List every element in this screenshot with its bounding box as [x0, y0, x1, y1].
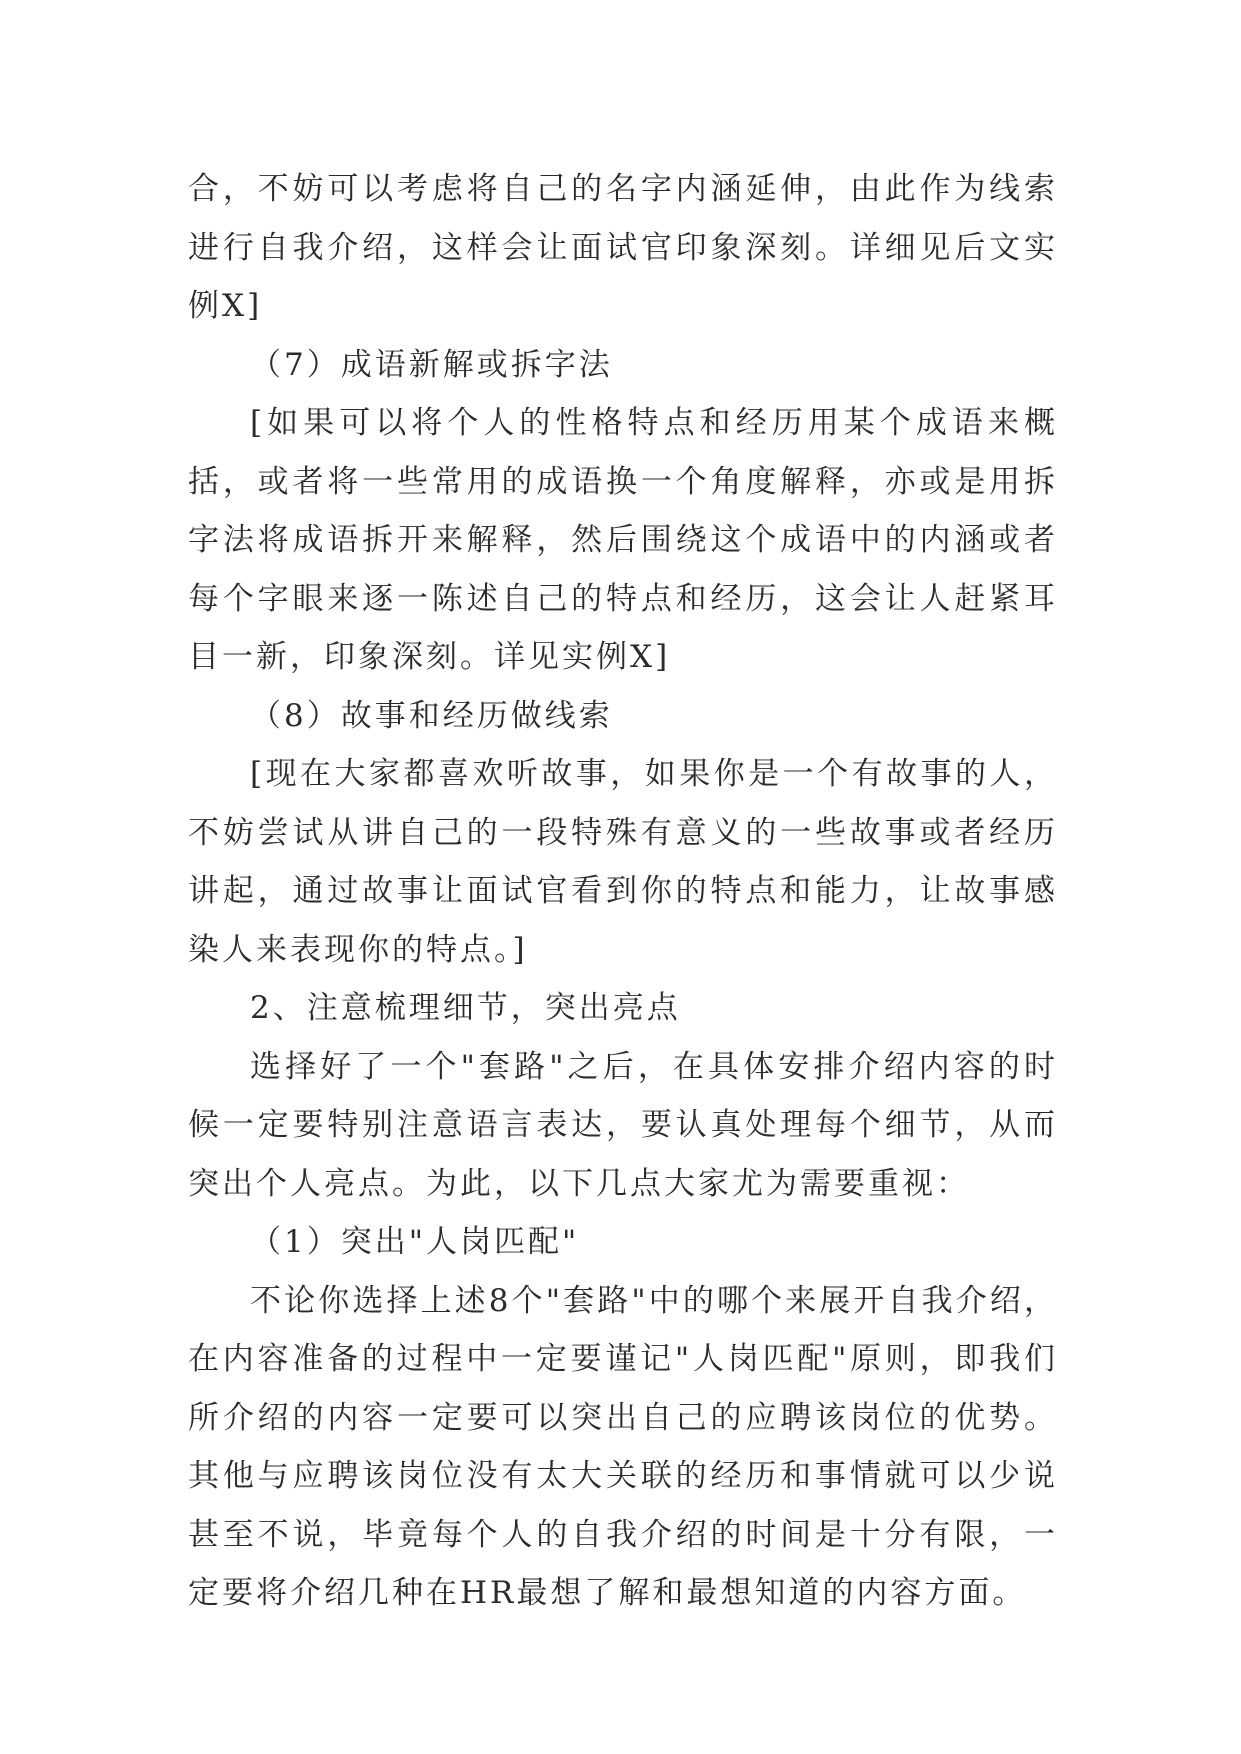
paragraph-job-match: 不论你选择上述8个"套路"中的哪个来展开自我介绍，在内容准备的过程中一定要谨记"人岗匹配"原则，即我们所介绍的内容一定要可以突出自己的应聘该岗位的优势。其他与应聘该岗位没有太大关联的经历和事情就可以少说甚至不说，毕竟每个人的自我介绍的时间是十分有限，一定要将介绍几种在HR最想了解和最想知道的内容方面。 [188, 1282, 1058, 1611]
heading-story-method: （8）故事和经历做线索 [250, 697, 613, 734]
heading-idiom-method: （7）成语新解或拆字法 [250, 346, 613, 383]
paragraph-idiom-method: [如果可以将个人的性格特点和经历用某个成语来概括，或者将一些常用的成语换一个角度解释，亦或是用拆字法将成语拆开来解释，然后围绕这个成语中的内涵或者每个字眼来逐一陈述自己的特点和经历，这会让人赶紧耳目一新，印象深刻。详见实例X] [188, 405, 1058, 675]
heading-job-match: （1）突出"人岗匹配" [250, 1224, 580, 1260]
paragraph-name-intro-continued: 合，不妨可以考虑将自己的名字内涵延伸，由此作为线索进行自我介绍，这样会让面试官印象深刻。详细见后文实例X] [188, 171, 1058, 324]
paragraph-details-highlights: 选择好了一个"套路"之后，在具体安排介绍内容的时候一定要特别注意语言表达，要认真处理每个细节，从而突出个人亮点。为此，以下几点大家尤为需要重视： [188, 1048, 1058, 1202]
heading-details-highlights: 2、注意梳理细节，突出亮点 [250, 990, 681, 1026]
document-body [188, 160, 1058, 1623]
paragraph-story-method: [现在大家都喜欢听故事，如果你是一个有故事的人，不妨尝试从讲自己的一段特殊有意义的一些故事或者经历讲起，通过故事让面试官看到你的特点和能力，让故事感染人来表现你的特点。] [188, 756, 1058, 968]
